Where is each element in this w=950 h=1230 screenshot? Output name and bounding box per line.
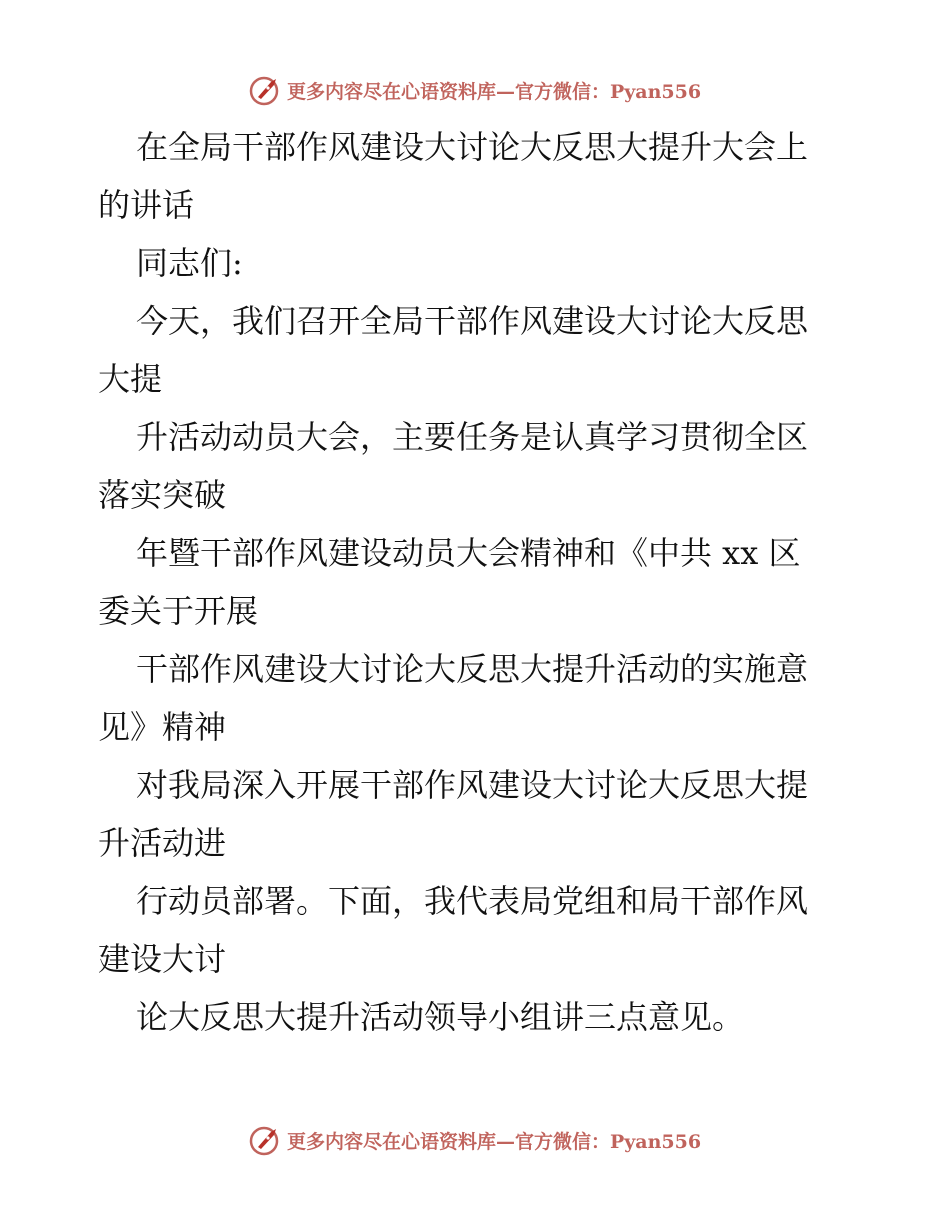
text-line: 今天，我们召开全局干部作风建设大讨论大反思: [136, 302, 809, 340]
text-line: 对我局深入开展干部作风建设大讨论大反思大提: [136, 766, 809, 804]
title-line-2: 的讲话: [98, 186, 195, 224]
text-line: 升活动进: [98, 824, 227, 862]
watermark-text: 更多内容尽在心语资料库—官方微信：Pyan556: [286, 80, 702, 103]
watermark-text: 更多内容尽在心语资料库—官方微信：Pyan556: [286, 1130, 702, 1153]
text-line: 见》精神: [98, 708, 227, 746]
text-line: 落实突破: [98, 476, 227, 514]
pen-nib-circle-icon: [249, 73, 283, 107]
text-line: 委关于开展: [98, 592, 259, 630]
header-watermark: [0, 70, 950, 110]
text-line: 升活动动员大会，主要任务是认真学习贯彻全区: [136, 418, 809, 456]
text-line: 干部作风建设大讨论大反思大提升活动的实施意: [136, 650, 809, 688]
text-line: 建设大讨: [98, 940, 227, 978]
title-line-1: 在全局干部作风建设大讨论大反思大提升大会上: [136, 128, 809, 166]
text-line: 年暨干部作风建设动员大会精神和《中共 xx 区: [136, 534, 801, 572]
speech-body: [98, 118, 858, 1046]
text-line: 行动员部署。下面，我代表局党组和局干部作风: [136, 882, 809, 920]
salutation: 同志们:: [136, 244, 243, 282]
pen-nib-circle-icon: [249, 1123, 283, 1157]
footer-watermark: [0, 1120, 950, 1160]
text-line: 大提: [98, 360, 163, 398]
text-line: 论大反思大提升活动领导小组讲三点意见。: [136, 998, 745, 1036]
